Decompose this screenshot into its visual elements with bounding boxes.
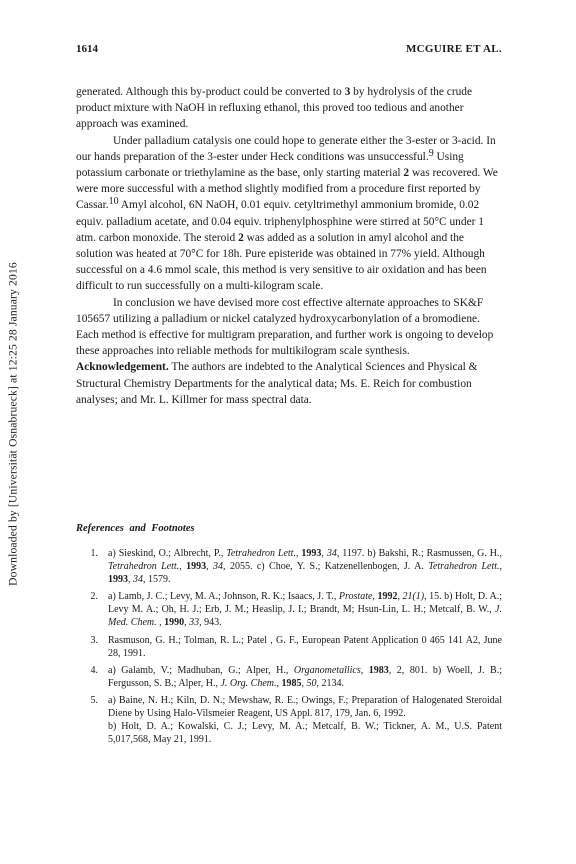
compound-ref: 2 [238,231,244,244]
compound-ref: 2 [403,167,410,180]
paragraph-3: In conclusion we have devised more cost effective alternate approaches to SK&F 105657 utilizing a palladium or nickel catalyzed hydroxycarbonylation of a bromodiene. Each method is effective for multigram preparation, and further work is ongoing to develop these approaches into reliable methods for multikilogram scale synthesis. [76,296,494,358]
references-list [76,547,502,750]
reference-item: 2. a) Lamb, J. C.; Levy, M. A.; Johnson, R. K.; Isaacs, J. T., Prostate, 1992, 21(1), 15. b) Holt, D. A.; Levy M. A.; Oh, H. J.; Erb, J. M.; Heaslip, J. I.; Brandt, M; Hsun-Lin, L. H.; Metcalf, B. W., J. Med. Chem. , 1990, 33, 943. [90,591,503,629]
compound-ref: 3 [344,86,351,98]
download-notice-text: Downloaded by [Universität Osnabrueck] at 12:25 28 January 2016 [6,262,20,586]
citation-10: 10 [108,196,119,208]
paragraph-1: generated. Although this by-product could be converted to 3 by hydrolysis of the crude product mixture with NaOH in refluxing ethanol, this proved too tedious and another approach was examined. [76,86,473,131]
paragraph-2: Under palladium catalysis one could hope to generate either the 3-ester or 3-acid. In our hands preparation of the 3-ester under Heck conditions was unsuccessful.9 Using potassium carbonate or triethylamine as the base, only starting material 2 was recovered. We were more successful with a method slightly modified from a procedure first reported by Cassar.10 Amyl alcohol, 6N NaOH, 0.01 equiv. cetyltrimethyl ammonium bromide, 0.02 equiv. palladium acetate, and 0.04 equiv. triphenylphosphine were stirred at 50°C under 1 atm. carbon monoxide. The steroid 2 was added as a solution in amyl alcohol and the solution was heated at 70°C for 18h. Pure episteride was obtained in 77% yield. Although successful on a 4.6 mmol scale, this method is very sensitive to air oxidation and has been difficult to run successfully on a multi-kilogram scale. [76,134,498,293]
body-text [76,84,502,408]
references-heading: References and Footnotes [76,523,195,534]
reference-item: 3. Rasmuson, G. H.; Tolman, R. L.; Patel , G. F., European Patent Application 0 465 141 A2, June 28, 1991. [90,634,502,659]
reference-item: 4. a) Galamb, V.; Madhuban, G.; Alper, H., Organometallics, 1983, 2, 801. b) Woell, J. B.; Fergusson, S. B.; Alper, H., J. Org. Chem., 1985, 50, 2134. [90,664,503,689]
reference-item: 1. a) Sieskind, O.; Albrecht, P., Tetrahedron Lett., 1993, 34, 1197. b) Bakshi, R.; Rasmussen, G. H., Tetrahedron Lett., 1993, 34, 2055. c) Choe, Y. S.; Katzenellenbogen, J. A. Tetrahedron Lett., 1993, 34, 1579. [90,548,502,586]
reference-item: 5. a) Baine, N. H.; Kiln, D. N.; Mewshaw, R. E.; Owings, F.; Preparation of Halogenated Steroidal Diene by Using Halo-Vilsmeier Reagent, US Appl. 817, 179, Jan. 6, 1992. b) Holt, D. A.; Kowalski, C. J.; Levy, M. A.; Metcalf, B. W.; Tickner, A. M., U.S. Patent 5,017,568, May 21, 1991. [90,694,502,746]
acknowledgement-label: Acknowledgement. [76,361,169,374]
page-number: 1614 [76,43,98,55]
acknowledgement: Acknowledgement. The authors are indebted to the Analytical Sciences and Physical & Structural Chemistry Departments for the analytical data; Ms. E. Reich for combustion analyses; and Mr. L. Killmer for mass spectral data. [76,361,478,406]
running-head: MCGUIRE ET AL. [406,43,502,55]
citation-9: 9 [428,147,434,159]
